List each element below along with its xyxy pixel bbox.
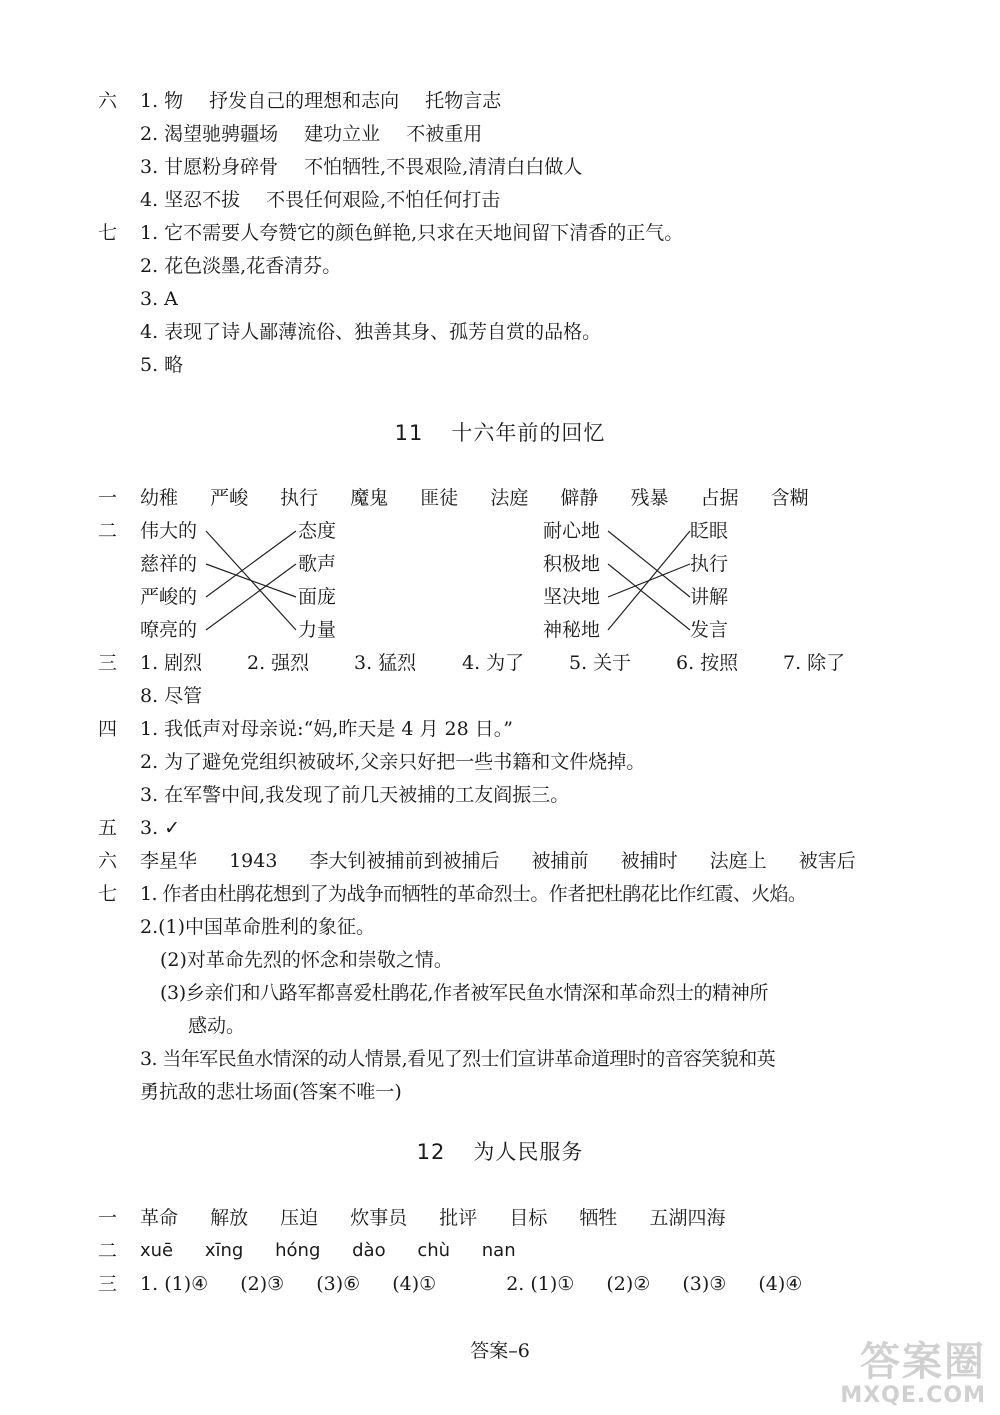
match-left-word: 慈祥的: [140, 553, 198, 575]
page-number: 答案–6: [470, 1340, 530, 1362]
word: 僻静: [560, 487, 599, 509]
match-right-word: 面庞: [298, 586, 337, 608]
answer-line: (3)乡亲们和八路军都喜爱杜鹃花,作者被军民鱼水情深和革命烈士的精神所: [160, 982, 768, 1004]
match-line: [608, 531, 690, 597]
match-line: [206, 564, 296, 597]
match-left-word: 坚决地: [543, 586, 601, 608]
answer-line: 1. (1)④ (2)③ (3)⑥ (4)① 2. (1)① (2)② (3)③ (4)④: [140, 1273, 803, 1295]
word: 执行: [280, 487, 319, 509]
word: 革命: [140, 1207, 179, 1229]
match-right-word: 力量: [298, 619, 337, 641]
answer-line: 1. 它不需要人夸赞它的颜色鲜艳,只求在天地间留下清香的正气。: [140, 222, 684, 244]
word-list: [140, 1205, 725, 1231]
q1-number: 一: [98, 487, 118, 509]
match-line: [608, 531, 690, 630]
word: 解放: [210, 1207, 249, 1229]
answer-item: 5. 关于: [569, 652, 632, 674]
answer-item: 8. 尽管: [140, 685, 203, 707]
answer-item: 6. 按照: [676, 652, 739, 674]
answer-line: 3. 甘愿粉身碎骨 不怕牺牲,不畏艰险,清清白白做人: [140, 156, 583, 178]
pinyin-list: xuē xīng hóng dào chù nan: [140, 1240, 516, 1261]
answer-line: 2.(1)中国革命胜利的象征。: [140, 916, 376, 938]
q1-number: 一: [98, 1207, 118, 1229]
word: 幼稚: [140, 487, 179, 509]
word: 残暴: [630, 487, 669, 509]
answer-item: 3. 猛烈: [354, 652, 417, 674]
answer-line: 1. 我低声对母亲说:“妈,昨天是 4 月 28 日。”: [140, 718, 513, 740]
section-11-title: 11 十六年前的回忆: [394, 421, 606, 445]
q5-number: 五: [98, 817, 118, 839]
word: 炊事员: [350, 1207, 408, 1229]
answer-item: 7. 除了: [783, 652, 846, 674]
word: 目标: [509, 1207, 548, 1229]
answer-line: 4. 表现了诗人鄙薄流俗、独善其身、孤芳自赏的品格。: [140, 321, 602, 343]
answer-line: 2. 为了避免党组织被破坏,父亲只好把一些书籍和文件烧掉。: [140, 751, 646, 773]
q6-number: 六: [98, 850, 118, 872]
match-right-word: 眨眼: [690, 520, 729, 542]
word: 压迫: [280, 1207, 319, 1229]
q3-number: 三: [98, 652, 118, 674]
answer-line: (2)对革命先烈的怀念和崇敬之情。: [160, 949, 453, 971]
match-left-word: 神秘地: [543, 619, 601, 641]
word: 批评: [439, 1207, 478, 1229]
match-right-word: 发言: [690, 619, 729, 641]
q7-number: 七: [98, 883, 118, 905]
q2-number: 二: [98, 520, 118, 542]
answer-line: 3. 当年军民鱼水情深的动人情景,看见了烈士们宣讲革命道理时的音容笑貌和英: [140, 1048, 776, 1070]
word: 含糊: [770, 487, 809, 509]
match-right-word: 歌声: [298, 553, 337, 575]
answer-line: 4. 坚忍不拔 不畏任何艰险,不怕任何打击: [140, 189, 501, 211]
q3-number: 三: [98, 1273, 118, 1295]
match-left-word: 耐心地: [543, 520, 601, 542]
q7-number: 七: [98, 222, 118, 244]
word: 占据: [700, 487, 739, 509]
word: 牺牲: [579, 1207, 618, 1229]
answer-line: 3. 在军警中间,我发现了前几天被捕的工友阎振三。: [140, 784, 570, 806]
match-line: [206, 564, 296, 630]
match-line: [206, 531, 296, 597]
match-right-word: 态度: [298, 520, 337, 542]
answer-line: 勇抗敌的悲壮场面(答案不唯一): [140, 1081, 402, 1103]
match-left-word: 伟大的: [140, 520, 198, 542]
q4-number: 四: [98, 718, 118, 740]
word: 五湖四海: [649, 1207, 726, 1229]
answer-item: 1. 剧烈: [140, 652, 203, 674]
answer-line: 3. A: [140, 288, 178, 310]
answer-line: 1. 物 抒发自己的理想和志向 托物言志: [140, 90, 502, 112]
match-right-word: 讲解: [690, 586, 729, 608]
answer-line: 李星华 1943 李大钊被捕前到被捕后 被捕前 被捕时 法庭上 被害后: [140, 850, 856, 872]
match-line: [608, 564, 690, 630]
answer-item: 2. 强烈: [247, 652, 310, 674]
word: 法庭: [490, 487, 529, 509]
answer-line: 3. ✓: [140, 817, 181, 839]
q6-number: 六: [98, 90, 118, 112]
q2-number: 二: [98, 1240, 118, 1262]
word: 严峻: [210, 487, 249, 509]
match-left-word: 嘹亮的: [140, 619, 198, 641]
match-left-word: 严峻的: [140, 586, 198, 608]
answer-line: 2. 渴望驰骋疆场 建功立业 不被重用: [140, 123, 483, 145]
answer-line: 感动。: [188, 1015, 246, 1037]
answer-line: 5. 略: [140, 354, 184, 376]
word: 匪徒: [420, 487, 459, 509]
match-right-word: 执行: [690, 553, 729, 575]
answer-line: 1. 作者由杜鹃花想到了为战争而牺牲的革命烈士。作者把杜鹃花比作红霞、火焰。: [140, 883, 807, 905]
answer-line: 2. 花色淡墨,花香清芬。: [140, 255, 342, 277]
watermark-logo: 答案圈 MXQE.COM: [840, 1339, 986, 1408]
answer-item: 4. 为了: [462, 652, 525, 674]
section-12-title: 12 为人民服务: [416, 1140, 584, 1164]
match-left-word: 积极地: [543, 553, 601, 575]
word: 魔鬼: [350, 487, 389, 509]
